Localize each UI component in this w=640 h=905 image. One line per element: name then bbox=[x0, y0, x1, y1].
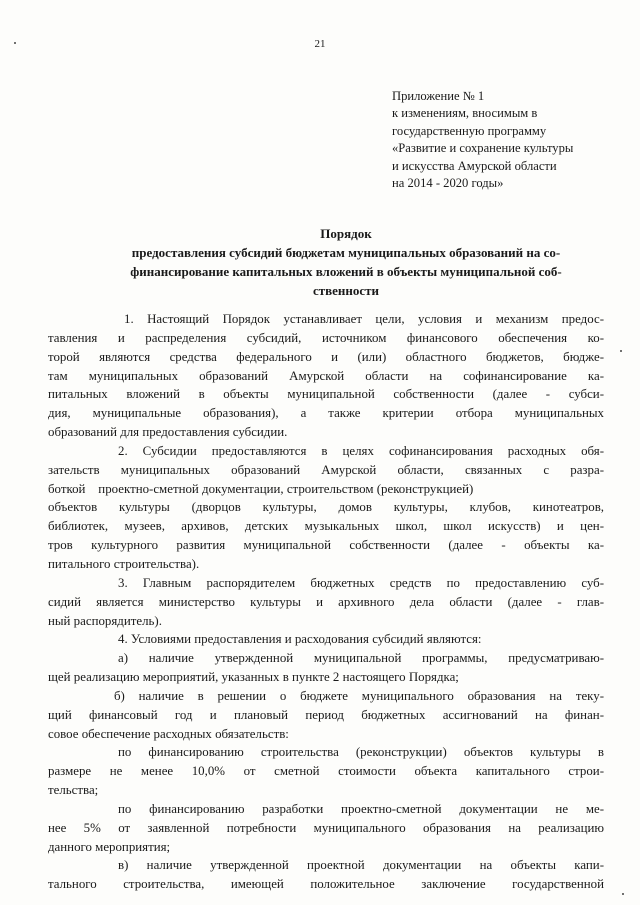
paragraph-2-line: боткой проектно-сметной документации, строительством (реконструкцией) bbox=[48, 481, 474, 496]
item-v-line: тального строительства, имеющей положительное заключение государственной bbox=[48, 877, 604, 892]
appendix-line: на 2014 - 2020 годы» bbox=[392, 176, 504, 191]
appendix-line: «Развитие и сохранение культуры bbox=[392, 141, 574, 156]
item-b-line: б) наличие в решении о бюджете муниципального образования на теку- bbox=[114, 688, 604, 703]
paragraph-1-line: тавления и распределения субсидий, источником финансового обеспечения ко- bbox=[48, 330, 604, 345]
title-line: предоставления субсидий бюджетам муниципальных образований на со- bbox=[131, 245, 561, 260]
item-b-sub-line: тельства; bbox=[48, 783, 99, 798]
appendix-line: государственную программу bbox=[392, 123, 547, 138]
scan-speck bbox=[620, 350, 622, 352]
paragraph-1-line: там муниципальных образований Амурской области на софинансирование ка- bbox=[48, 368, 604, 383]
paragraph-1-line: 1. Настоящий Порядок устанавливает цели, условия и механизм предос- bbox=[124, 312, 604, 326]
paragraph-3-line: ный распорядитель). bbox=[48, 613, 162, 628]
item-b-line: щий финансовый год и плановый период бюджетных ассигнований на финан- bbox=[48, 707, 604, 722]
item-b-sub-line: размере не менее 10,0% от сметной стоимости объекта капитального строи- bbox=[48, 764, 604, 779]
item-v-line: в) наличие утвержденной проектной документации на объекты капи- bbox=[118, 858, 604, 873]
paragraph-1-line: питальных вложений в объекты муниципальной собственности (далее - субси- bbox=[48, 387, 604, 402]
item-b-sub-line: данного мероприятия; bbox=[48, 839, 171, 854]
item-b-sub-line: по финансированию разработки проектно-сметной документации не ме- bbox=[118, 801, 604, 816]
paragraph-4-line: 4. Условиями предоставления и расходования субсидий являются: bbox=[118, 632, 482, 647]
paragraph-1-line: образований для предоставления субсидии. bbox=[48, 425, 288, 440]
appendix-note bbox=[392, 88, 624, 192]
item-b-sub-line: нее 5% от заявленной потребности муниципального образования на реализацию bbox=[48, 820, 604, 835]
paragraph-2-line: тров культурного развития муниципальной собственности (далее - объекты ка- bbox=[48, 538, 604, 553]
paragraph-3-line: сидий является министерство культуры и архивного дела области (далее - глав- bbox=[48, 594, 604, 609]
document-title bbox=[90, 224, 602, 300]
title-line: финансирование капитальных вложений в объекты муниципальной соб- bbox=[130, 264, 562, 279]
appendix-line: Приложение № 1 bbox=[392, 89, 485, 103]
title-line: ственности bbox=[312, 283, 380, 298]
paragraph-2-line: питального строительства). bbox=[48, 556, 200, 571]
paragraph-2-line: зательств муниципальных образований Амурской области, связанных с разра- bbox=[48, 462, 604, 477]
title-heading: Порядок bbox=[320, 226, 372, 241]
paragraph-1-line: дия, муниципальные образования), а также критерии отбора муниципальных bbox=[48, 406, 604, 421]
item-a-line: щей реализацию мероприятий, указанных в пункте 2 настоящего Порядка; bbox=[48, 670, 459, 685]
paragraph-2-line: библиотек, музеев, архивов, детских музыкальных школ, школ искусств) и цен- bbox=[48, 519, 604, 534]
paragraph-2-line: объектов культуры (дворцов культуры, домов культуры, клубов, кинотеатров, bbox=[48, 500, 604, 515]
item-b-sub-line: по финансированию строительства (реконструкции) объектов культуры в bbox=[118, 745, 604, 760]
paragraph-1-line: торой являются средства федерального и (или) областного бюджетов, бюдже- bbox=[48, 349, 604, 364]
page-number: 21 bbox=[314, 38, 326, 50]
item-b-line: совое обеспечение расходных обязательств: bbox=[48, 726, 289, 741]
item-a-line: а) наличие утвержденной муниципальной программы, предусматриваю- bbox=[118, 651, 604, 666]
paragraph-2-line: 2. Субсидии предоставляются в целях софинансирования расходных обя- bbox=[118, 443, 604, 458]
scan-speck bbox=[622, 893, 624, 895]
appendix-line: и искусства Амурской области bbox=[392, 158, 557, 173]
document-body bbox=[48, 310, 604, 894]
appendix-line: к изменениям, вносимым в bbox=[392, 106, 538, 121]
paragraph-3-line: 3. Главным распорядителем бюджетных средств по предоставлению суб- bbox=[118, 575, 604, 590]
